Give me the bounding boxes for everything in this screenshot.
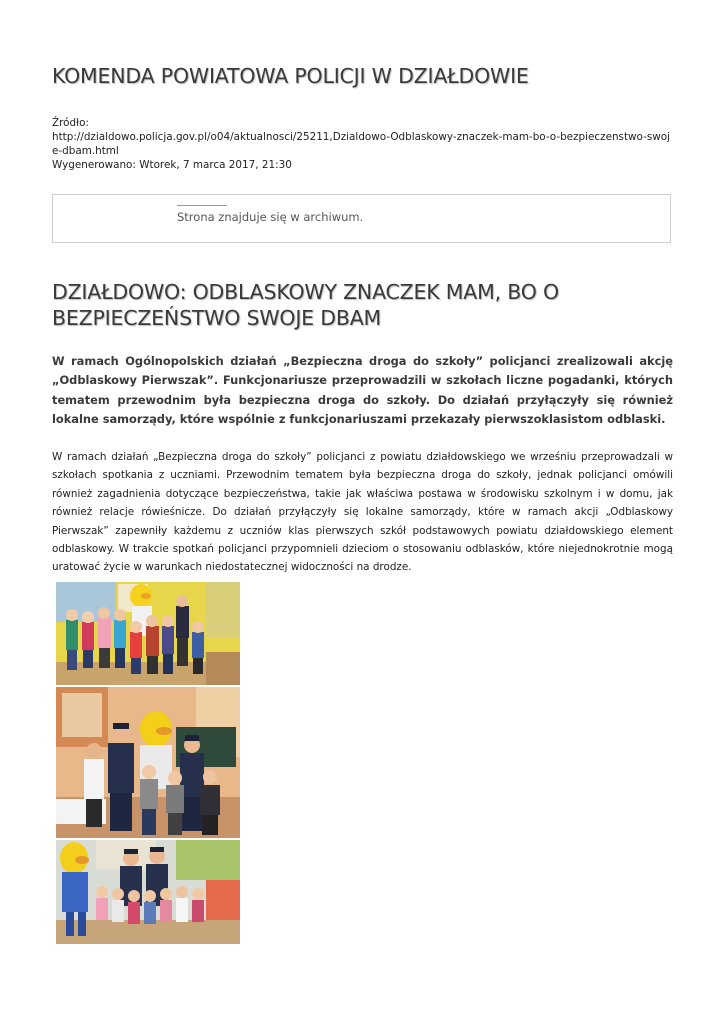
photo-police-officers-mascot-children[interactable] — [56, 687, 240, 838]
generated-date: Wygenerowano: Wtorek, 7 marca 2017, 21:30 — [52, 159, 292, 171]
article-lead: W ramach Ogólnopolskich działań „Bezpieczna droga do szkoły” policjanci zrealizowali akcję „Odblaskowy Pierwszak”. Funkcjonariusze przeprowadzili w szkołach liczne pogadanki, których tematem przewodnim była bezpieczna droga do szkoły. Do działań przyłączyły się również lokalne samorządy, które wspólnie z funkcjonariuszami przekazały pierwszoklasistom odblaski. — [52, 354, 673, 426]
archive-notice-box — [52, 194, 671, 243]
article-body: W ramach działań „Bezpieczna droga do szkoły” policjanci z powiatu działdowskiego we wrześniu przeprowadzali w szkołach spotkania z uczniami. Przewodnim tematem była bezpieczna droga do szkoły, jednak policjanci omówili również zagadnienia dotyczące bezpieczeństwa, takie jak właściwa postawa w środowisku szkolnym i w domu, jak również relacje rówieśnicze. Do działań przyłączyły się lokalne samorządy, które w ramach akcji „Odblaskowy Pierwszak” zapewniły każdemu z uczniów klas pierwszych szkół podstawowych powiatu działdowskiego element odblaskowy. W trakcie spotkań policjanci przypomnieli dzieciom o stosowaniu odblasków, które niejednokrotnie mogą uratować życie w warunkach niedostatecznej widoczności na drodze. — [52, 451, 673, 574]
archive-notice: Strona znajduje się w archiwum. — [177, 210, 364, 224]
photo-mascot-officers-kindergarten[interactable] — [56, 840, 240, 944]
article-title: DZIAŁDOWO: ODBLASKOWY ZNACZEK MAM, BO O BEZPIECZEŃSTWO SWOJE DBAM — [52, 280, 559, 330]
source-url[interactable]: http://dzialdowo.policja.gov.pl/o04/aktualnosci/25211,Dzialdowo-Odblaskowy-znaczek-mam-bo-o-bezpieczenstwo-swoje-dbam.html — [52, 131, 670, 157]
source-meta — [52, 116, 674, 172]
source-label: Źródło: — [52, 117, 89, 129]
archive-divider — [177, 205, 227, 206]
photo-children-classroom-mascot[interactable] — [56, 582, 240, 685]
site-title: KOMENDA POWIATOWA POLICJI W DZIAŁDOWIE — [52, 64, 529, 88]
